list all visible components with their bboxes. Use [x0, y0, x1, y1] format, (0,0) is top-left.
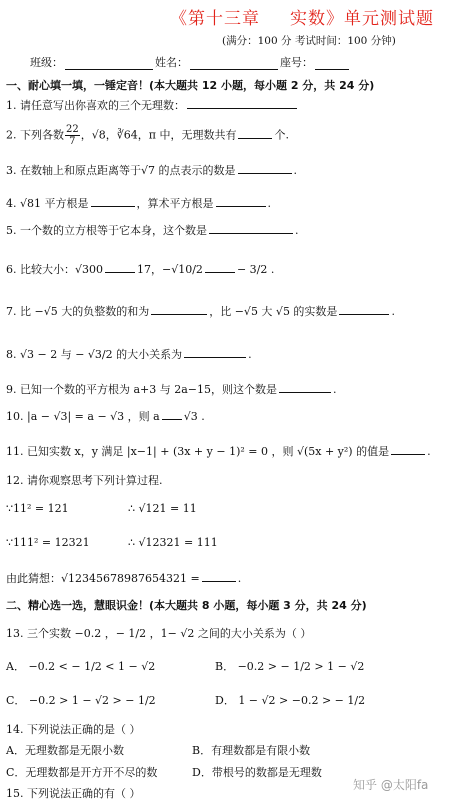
score-time-line: (满分：100 分 考试时间：100 分钟) [222, 35, 396, 47]
guess-period: . [237, 572, 242, 585]
question-1 [6, 97, 299, 113]
name-label: 姓名： [155, 56, 188, 69]
q2-blank [238, 128, 272, 139]
q4-text: 4. √81 平方根是 [6, 197, 89, 210]
guess-blank [202, 571, 236, 582]
name-blank [190, 58, 278, 70]
question-9 [6, 381, 337, 397]
question-8 [6, 346, 252, 362]
section-2-heading: 二、精心选一选，慧眼识金！(本大题共 8 小题，每小题 3 分，共 24 分) [6, 599, 367, 612]
q4-mid: ，算术平方根是 [136, 197, 214, 210]
q2-frac-denominator: 7 [69, 136, 76, 147]
question-12: 12. 请你观察思考下列计算过程. [6, 474, 163, 487]
q10-blank [162, 409, 182, 420]
q11-text: 11. 已知实数 x，y 满足 |x−1| + (3x + y − 1)² = 0 ，则 √(5x + y²) 的值是 [6, 445, 390, 458]
question-15: 15. 下列说法正确的有（ ） [6, 787, 141, 800]
calc-2-premise: ∵111² = 12321 [6, 536, 90, 549]
q1-blank [187, 98, 297, 109]
question-7 [6, 303, 395, 319]
q7-blank-2 [339, 304, 389, 315]
q6-blank-1 [105, 262, 135, 273]
q14-option-a: A．无理数都是无限小数 [6, 744, 124, 757]
q6-mid: 17，−√10/2 [137, 263, 203, 276]
question-3 [6, 162, 297, 178]
calc-1-premise: ∵11² = 121 [6, 502, 69, 515]
q9-blank [279, 382, 331, 393]
q8-blank [184, 347, 246, 358]
q11-period: . [427, 445, 431, 458]
q1-text: 1. 请任意写出你喜欢的三个无理数： [6, 99, 185, 112]
q4-blank-2 [216, 196, 266, 207]
q5-period: . [295, 224, 299, 237]
section-1-heading: 一、耐心填一填，一锤定音！(本大题共 12 小题，每小题 2 分，共 24 分) [6, 79, 375, 92]
q11-blank [391, 444, 425, 455]
calc-2-conclusion: ∴ √12321 = 111 [128, 536, 218, 549]
question-14: 14. 下列说法正确的是（ ） [6, 723, 141, 736]
student-info-line [30, 54, 351, 70]
q8-period: . [248, 348, 252, 361]
q7-text: 7. 比 −√5 大的负整数的和为 [6, 305, 150, 318]
title-part-2: 实数》单元测试题 [290, 9, 434, 29]
q10-end: √3 . [183, 410, 205, 423]
q13-option-a: A． −0.2 < − 1/2 < 1 − √2 [6, 660, 156, 673]
q2-end: 个. [274, 128, 289, 142]
watermark: 知乎 @太阳fa [353, 778, 429, 792]
q14-option-c: C．无理数都是开方开不尽的数 [6, 766, 158, 779]
class-blank [65, 58, 153, 70]
question-2 [6, 124, 289, 147]
q6-text: 6. 比较大小：√300 [6, 263, 103, 276]
q14-option-b: B．有理数都是有限小数 [192, 744, 311, 757]
question-6 [6, 261, 274, 277]
q14-option-d: D．带根号的数都是无理数 [192, 766, 322, 779]
q10-text: 10. |a − √3| = a − √3 ，则 a [6, 410, 160, 423]
q7-mid: ，比 −√5 大 √5 的实数是 [209, 305, 338, 318]
calc-1-conclusion: ∴ √121 = 11 [128, 502, 197, 515]
q5-blank [209, 223, 293, 234]
q2-text: 2. 下列各数 [6, 128, 64, 142]
q3-text: 3. 在数轴上和原点距离等于√7 的点表示的数是 [6, 164, 236, 177]
title-part-1: 《第十三章 [170, 9, 260, 29]
q4-period: . [267, 197, 271, 210]
question-11 [6, 443, 431, 459]
q8-text: 8. √3 − 2 与 − √3/2 的大小关系为 [6, 348, 183, 361]
q3-blank [238, 163, 292, 174]
q2-fraction [65, 124, 80, 147]
q2-frac-numerator: 22 [66, 124, 79, 135]
q6-end: − 3/2 . [236, 263, 275, 276]
q3-period: . [293, 164, 297, 177]
question-4 [6, 195, 271, 211]
q13-option-c: C． −0.2 > 1 − √2 > − 1/2 [6, 694, 156, 707]
q13-option-b: B． −0.2 > − 1/2 > 1 − √2 [215, 660, 365, 673]
seat-blank [315, 58, 349, 70]
class-label: 班级： [30, 56, 63, 69]
question-13: 13. 三个实数 −0.2 ，− 1/2 ，1− √2 之间的大小关系为（ ） [6, 627, 312, 640]
q9-period: . [333, 383, 337, 396]
question-10 [6, 408, 205, 424]
q6-blank-2 [205, 262, 235, 273]
seat-label: 座号： [280, 56, 313, 69]
guess-text: 由此猜想：√12345678987654321 = [6, 572, 200, 585]
guess-line [6, 570, 241, 586]
q7-period: . [391, 305, 395, 318]
q4-blank-1 [91, 196, 135, 207]
q7-blank-1 [151, 304, 207, 315]
q9-text: 9. 已知一个数的平方根为 a+3 与 2a−15，则这个数是 [6, 383, 278, 396]
worksheet-title [170, 4, 434, 29]
q2-mid: ，√8，∛64，π 中，无理数共有 [80, 128, 237, 142]
q5-text: 5. 一个数的立方根等于它本身，这个数是 [6, 224, 207, 237]
question-5 [6, 222, 299, 238]
q13-option-d: D． 1 − √2 > −0.2 > − 1/2 [215, 694, 366, 707]
